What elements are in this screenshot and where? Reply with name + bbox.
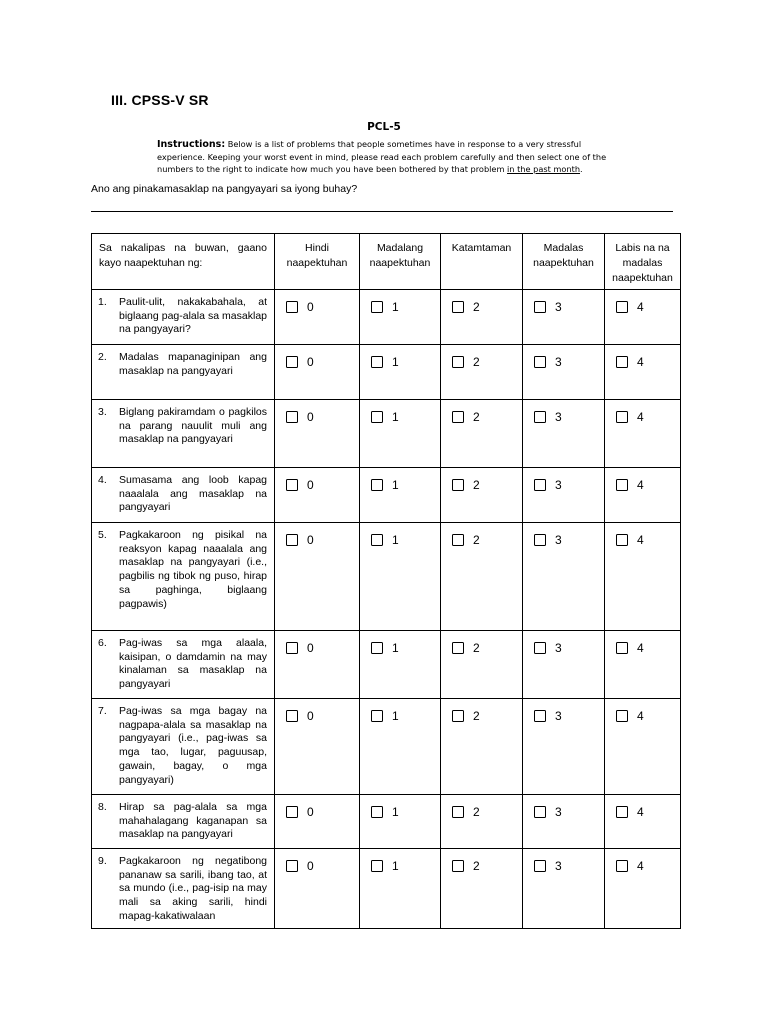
table-row xyxy=(92,345,681,400)
option-value: 3 xyxy=(555,709,562,723)
rating-option[interactable] xyxy=(605,795,680,819)
option-value: 1 xyxy=(392,300,399,314)
rating-option[interactable] xyxy=(275,400,359,424)
checkbox[interactable] xyxy=(286,356,298,368)
option-cell xyxy=(360,468,441,523)
rating-option[interactable] xyxy=(275,523,359,547)
option-cell xyxy=(360,345,441,400)
item-number: 4. xyxy=(98,474,107,486)
rating-option[interactable] xyxy=(441,345,522,369)
option-cell xyxy=(523,849,605,929)
item-text: Hirap sa pag-alala sa mga mahahalagang kaganapan sa masaklap na pangyayari xyxy=(119,801,267,841)
instructions-label: Instructions: xyxy=(157,139,226,150)
rating-option[interactable] xyxy=(275,795,359,819)
rating-option[interactable] xyxy=(441,795,522,819)
rating-option[interactable] xyxy=(523,400,604,424)
item xyxy=(92,523,274,611)
option-cell xyxy=(275,699,360,795)
option-cell xyxy=(275,290,360,345)
checkbox[interactable] xyxy=(452,356,464,368)
item xyxy=(92,631,274,692)
option-cell xyxy=(441,631,523,699)
table-row xyxy=(92,795,681,849)
checkbox[interactable] xyxy=(371,411,383,423)
rating-option[interactable] xyxy=(523,699,604,723)
rating-option[interactable] xyxy=(605,345,680,369)
option-value: 4 xyxy=(637,641,644,655)
checkbox[interactable] xyxy=(534,301,546,313)
item-number: 5. xyxy=(98,529,107,541)
header-prompt: Sa nakalipas na buwan, gaano kayo naapektuhan ng: xyxy=(92,234,275,290)
item-number: 9. xyxy=(98,855,107,867)
option-cell xyxy=(605,849,681,929)
option-cell xyxy=(441,468,523,523)
item-text: Paulit-ulit, nakakabahala, at biglaang pag-alala sa masaklap na pangyayari? xyxy=(119,296,267,336)
checkbox[interactable] xyxy=(371,479,383,491)
option-cell xyxy=(523,795,605,849)
question-prompt: Ano ang pinakamasaklap na pangyayari sa iyong buhay? xyxy=(91,183,358,195)
option-cell xyxy=(523,400,605,468)
rating-option[interactable] xyxy=(523,468,604,492)
option-cell xyxy=(275,849,360,929)
item-cell xyxy=(92,795,275,849)
option-value: 3 xyxy=(555,355,562,369)
checkbox[interactable] xyxy=(452,642,464,654)
option-value: 2 xyxy=(473,410,480,424)
checkbox[interactable] xyxy=(286,860,298,872)
option-value: 2 xyxy=(473,709,480,723)
item-cell xyxy=(92,523,275,631)
rating-option[interactable] xyxy=(275,468,359,492)
option-cell xyxy=(360,849,441,929)
option-cell xyxy=(275,795,360,849)
option-cell xyxy=(605,468,681,523)
header-row xyxy=(92,234,681,290)
rating-option[interactable] xyxy=(441,290,522,314)
option-value: 2 xyxy=(473,859,480,873)
instructions-end: . xyxy=(580,164,583,174)
checkbox[interactable] xyxy=(371,710,383,722)
option-cell xyxy=(275,523,360,631)
item-cell xyxy=(92,631,275,699)
item-number: 1. xyxy=(98,296,107,308)
rating-option[interactable] xyxy=(523,631,604,655)
option-cell xyxy=(275,400,360,468)
option-value: 2 xyxy=(473,300,480,314)
rating-option[interactable] xyxy=(441,631,522,655)
item-number: 6. xyxy=(98,637,107,649)
rating-option[interactable] xyxy=(605,290,680,314)
column-header: Hindi naapektuhan xyxy=(275,234,360,290)
option-value: 1 xyxy=(392,859,399,873)
option-value: 3 xyxy=(555,641,562,655)
rating-option[interactable] xyxy=(360,795,440,819)
option-value: 2 xyxy=(473,641,480,655)
rating-option[interactable] xyxy=(360,523,440,547)
option-value: 1 xyxy=(392,355,399,369)
option-value: 0 xyxy=(307,805,314,819)
option-cell xyxy=(605,290,681,345)
checkbox[interactable] xyxy=(371,860,383,872)
option-value: 2 xyxy=(473,478,480,492)
column-header: Labis na na madalas naapektuhan xyxy=(605,234,681,290)
option-cell xyxy=(360,699,441,795)
rating-option[interactable] xyxy=(441,849,522,873)
pcl-title: PCL-5 xyxy=(367,121,401,133)
checkbox[interactable] xyxy=(616,860,628,872)
checkbox[interactable] xyxy=(616,479,628,491)
item-text: Sumasama ang loob kapag naaalala ang masaklap na pangyayari xyxy=(119,474,267,514)
option-cell xyxy=(441,849,523,929)
option-cell xyxy=(605,345,681,400)
checkbox[interactable] xyxy=(534,642,546,654)
rating-option[interactable] xyxy=(605,699,680,723)
option-value: 4 xyxy=(637,805,644,819)
item-cell xyxy=(92,400,275,468)
option-value: 4 xyxy=(637,410,644,424)
option-value: 4 xyxy=(637,859,644,873)
rating-option[interactable] xyxy=(605,468,680,492)
item-cell xyxy=(92,699,275,795)
rating-option[interactable] xyxy=(605,849,680,873)
checkbox[interactable] xyxy=(534,356,546,368)
option-value: 1 xyxy=(392,533,399,547)
option-cell xyxy=(441,290,523,345)
item xyxy=(92,849,274,924)
rating-option[interactable] xyxy=(605,523,680,547)
rating-option[interactable] xyxy=(275,290,359,314)
checkbox[interactable] xyxy=(286,806,298,818)
item-number: 8. xyxy=(98,801,107,813)
option-value: 2 xyxy=(473,533,480,547)
table-row xyxy=(92,849,681,929)
option-cell xyxy=(441,345,523,400)
checkbox[interactable] xyxy=(371,642,383,654)
checkbox[interactable] xyxy=(534,479,546,491)
option-value: 0 xyxy=(307,709,314,723)
option-value: 0 xyxy=(307,859,314,873)
checkbox[interactable] xyxy=(452,806,464,818)
rating-option[interactable] xyxy=(441,699,522,723)
option-cell xyxy=(523,523,605,631)
item xyxy=(92,290,274,337)
instructions-underlined: in the past month xyxy=(507,164,581,174)
item-text: Pagkakaroon ng pisikal na reaksyon kapag naaalala ang masaklap na pangyayari (i.e., pagbilis ng tibok ng puso, hirap sa paghinga, biglaang pagpawis) xyxy=(119,529,267,610)
item-number: 2. xyxy=(98,351,107,363)
option-cell xyxy=(360,400,441,468)
option-value: 4 xyxy=(637,533,644,547)
checkbox[interactable] xyxy=(452,411,464,423)
column-header: Katamtaman xyxy=(441,234,523,290)
item xyxy=(92,345,274,378)
option-value: 2 xyxy=(473,355,480,369)
checkbox[interactable] xyxy=(452,301,464,313)
rating-option[interactable] xyxy=(441,523,522,547)
option-cell xyxy=(441,523,523,631)
item xyxy=(92,699,274,787)
checkbox[interactable] xyxy=(534,411,546,423)
item xyxy=(92,400,274,447)
rating-option[interactable] xyxy=(523,849,604,873)
table-row xyxy=(92,523,681,631)
option-value: 3 xyxy=(555,410,562,424)
option-value: 3 xyxy=(555,300,562,314)
checkbox[interactable] xyxy=(616,301,628,313)
option-cell xyxy=(605,631,681,699)
item-cell xyxy=(92,468,275,523)
option-value: 4 xyxy=(637,478,644,492)
table-row xyxy=(92,468,681,523)
checkbox[interactable] xyxy=(371,301,383,313)
option-cell xyxy=(441,795,523,849)
checkbox[interactable] xyxy=(616,534,628,546)
item-cell xyxy=(92,849,275,929)
rating-option[interactable] xyxy=(360,290,440,314)
rating-option[interactable] xyxy=(275,631,359,655)
option-cell xyxy=(275,468,360,523)
rating-option[interactable] xyxy=(523,795,604,819)
table-row xyxy=(92,290,681,345)
option-value: 0 xyxy=(307,300,314,314)
checkbox[interactable] xyxy=(616,710,628,722)
option-value: 4 xyxy=(637,709,644,723)
option-cell xyxy=(441,699,523,795)
option-cell xyxy=(605,699,681,795)
option-value: 0 xyxy=(307,533,314,547)
rating-option[interactable] xyxy=(523,523,604,547)
checkbox[interactable] xyxy=(616,356,628,368)
checkbox[interactable] xyxy=(452,860,464,872)
checkbox[interactable] xyxy=(371,534,383,546)
option-value: 1 xyxy=(392,478,399,492)
instructions-text: Below is a list of problems that people sometimes have in response to a very stressful experience. Keeping your worst event in mind, please read each problem carefully and then select one of the numbers to the right to indicate how much you have been bothered by that problem xyxy=(157,139,607,174)
option-cell xyxy=(275,631,360,699)
rating-option[interactable] xyxy=(605,631,680,655)
option-cell xyxy=(441,400,523,468)
option-cell xyxy=(275,345,360,400)
checkbox[interactable] xyxy=(371,356,383,368)
checkbox[interactable] xyxy=(616,411,628,423)
rating-option[interactable] xyxy=(275,699,359,723)
option-value: 0 xyxy=(307,355,314,369)
instructions xyxy=(157,138,627,175)
rating-option[interactable] xyxy=(360,699,440,723)
rating-option[interactable] xyxy=(360,400,440,424)
option-value: 3 xyxy=(555,478,562,492)
option-cell xyxy=(523,345,605,400)
option-cell xyxy=(605,523,681,631)
checkbox[interactable] xyxy=(452,710,464,722)
column-header: Madalas naapektuhan xyxy=(523,234,605,290)
item-cell xyxy=(92,290,275,345)
checkbox[interactable] xyxy=(286,534,298,546)
option-cell xyxy=(360,523,441,631)
option-cell xyxy=(523,290,605,345)
option-cell xyxy=(605,795,681,849)
checkbox[interactable] xyxy=(534,860,546,872)
table-row xyxy=(92,699,681,795)
checkbox[interactable] xyxy=(286,710,298,722)
option-cell xyxy=(360,795,441,849)
rating-option[interactable] xyxy=(360,849,440,873)
option-cell xyxy=(360,631,441,699)
option-cell xyxy=(523,699,605,795)
item xyxy=(92,795,274,842)
rating-option[interactable] xyxy=(441,400,522,424)
option-value: 0 xyxy=(307,478,314,492)
checkbox[interactable] xyxy=(452,534,464,546)
table-row xyxy=(92,400,681,468)
item-text: Pagkakaroon ng negatibong pananaw sa sarili, ibang tao, at sa mundo (i.e., pag-isip na may mali sa aking sarili, hindi mapag-kakatiwalaan xyxy=(119,855,267,922)
rating-option[interactable] xyxy=(360,631,440,655)
option-cell xyxy=(360,290,441,345)
item xyxy=(92,468,274,515)
checkbox[interactable] xyxy=(286,642,298,654)
item-number: 3. xyxy=(98,406,107,418)
item-text: Pag-iwas sa mga alaala, kaisipan, o damdamin na may kinalaman sa masaklap na pangyayari xyxy=(119,637,267,691)
checkbox[interactable] xyxy=(452,479,464,491)
rating-option[interactable] xyxy=(360,345,440,369)
rating-option[interactable] xyxy=(360,468,440,492)
option-cell xyxy=(523,631,605,699)
pcl5-table xyxy=(91,233,681,929)
rating-option[interactable] xyxy=(275,849,359,873)
answer-line[interactable] xyxy=(91,211,673,212)
option-value: 2 xyxy=(473,805,480,819)
item-text: Biglang pakiramdam o pagkilos na parang nauulit muli ang masaklap na pangyayari xyxy=(119,406,267,446)
checkbox[interactable] xyxy=(286,479,298,491)
option-value: 1 xyxy=(392,641,399,655)
rating-option[interactable] xyxy=(275,345,359,369)
item-number: 7. xyxy=(98,705,107,717)
option-value: 3 xyxy=(555,533,562,547)
checkbox[interactable] xyxy=(616,642,628,654)
option-value: 3 xyxy=(555,805,562,819)
option-value: 4 xyxy=(637,300,644,314)
option-cell xyxy=(523,468,605,523)
section-title: III. CPSS-V SR xyxy=(111,92,209,108)
checkbox[interactable] xyxy=(286,411,298,423)
option-value: 1 xyxy=(392,410,399,424)
checkbox[interactable] xyxy=(286,301,298,313)
item-text: Pag-iwas sa mga bagay na nagpapa-alala sa masaklap na pangyayari (i.e., pag-iwas sa mga tao, lugar, paguusap, gawain, bagay, o mga pangyayari) xyxy=(119,705,267,786)
item-cell xyxy=(92,345,275,400)
checkbox[interactable] xyxy=(534,534,546,546)
option-cell xyxy=(605,400,681,468)
rating-option[interactable] xyxy=(523,345,604,369)
option-value: 1 xyxy=(392,709,399,723)
column-header: Madalang naapektuhan xyxy=(360,234,441,290)
rating-option[interactable] xyxy=(605,400,680,424)
option-value: 0 xyxy=(307,641,314,655)
option-value: 0 xyxy=(307,410,314,424)
checkbox[interactable] xyxy=(534,806,546,818)
rating-option[interactable] xyxy=(523,290,604,314)
checkbox[interactable] xyxy=(616,806,628,818)
option-value: 3 xyxy=(555,859,562,873)
option-value: 4 xyxy=(637,355,644,369)
item-text: Madalas mapanaginipan ang masaklap na pangyayari xyxy=(119,351,267,377)
rating-option[interactable] xyxy=(441,468,522,492)
table-row xyxy=(92,631,681,699)
option-value: 1 xyxy=(392,805,399,819)
checkbox[interactable] xyxy=(371,806,383,818)
checkbox[interactable] xyxy=(534,710,546,722)
